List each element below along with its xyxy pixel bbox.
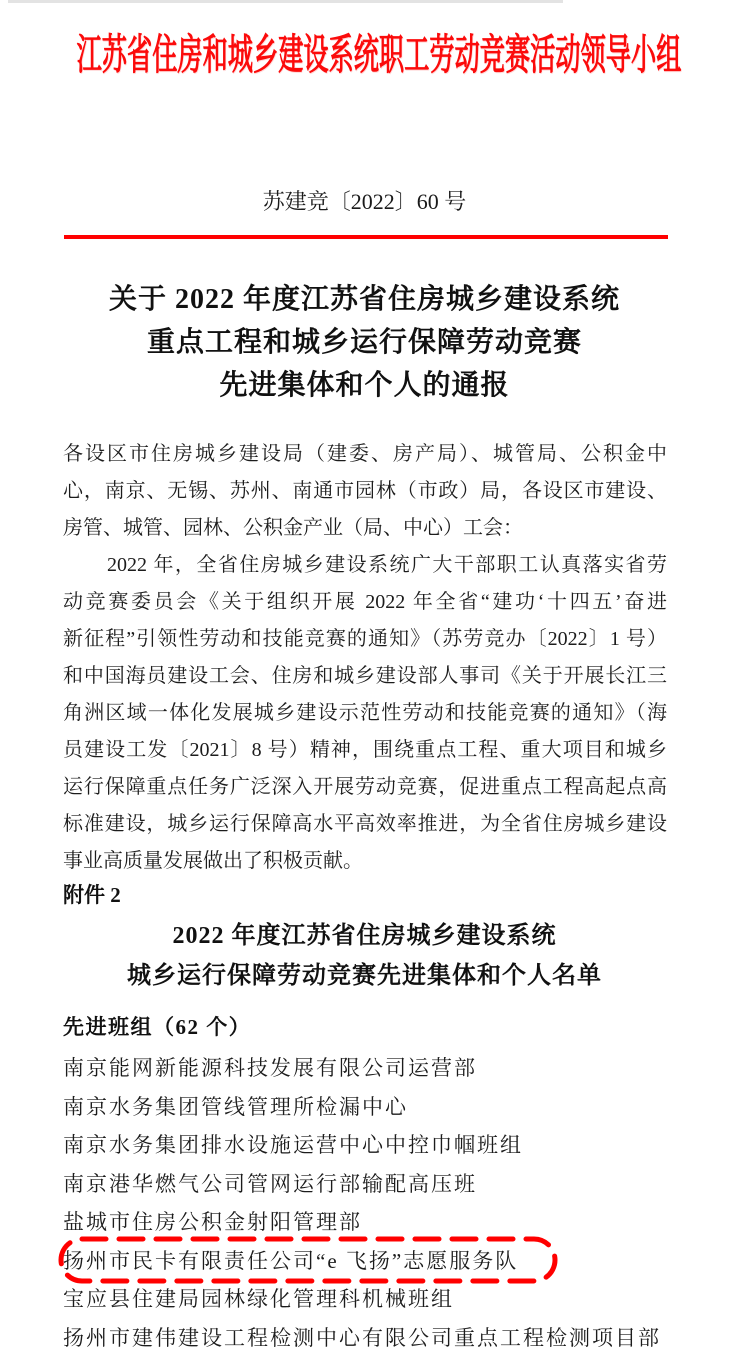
awardee-item-highlighted bbox=[63, 1242, 667, 1281]
awardee-item: 扬州市建伟建设工程检测中心有限公司重点工程检测项目部 bbox=[63, 1325, 661, 1350]
addressee-line: 房管、城管、园林、公积金产业（局、中心）工会： bbox=[63, 517, 523, 539]
attachment-title bbox=[0, 916, 729, 996]
document-body bbox=[63, 436, 667, 880]
body-line: 动竞赛委员会《关于组织开展 2022 年全省“建功‘十四五’奋进 bbox=[63, 591, 667, 613]
org-header-title: 江苏省住房和城乡建设系统职工劳动竞赛活动领导小组 bbox=[76, 33, 682, 79]
addressee-line: 各设区市住房城乡建设局（建委、房产局）、城管局、公积金中 bbox=[63, 443, 667, 465]
awardee-item: 宝应县住建局园林绿化管理科机械班组 bbox=[63, 1287, 454, 1311]
body-line: 运行保障重点任务广泛深入开展劳动竞赛，促进重点工程高起点高 bbox=[63, 776, 667, 798]
body-line: 标准建设，城乡运行保障高水平高效率推进，为全省住房城乡建设 bbox=[63, 813, 667, 835]
doc-title-line-2: 重点工程和城乡运行保障劳动竞赛 bbox=[146, 327, 582, 358]
body-line: 新征程”引领性劳动和技能竞赛的通知》（苏劳竞办〔2022〕1 号） bbox=[63, 628, 667, 650]
attachment-label: 附件 2 bbox=[63, 883, 121, 907]
body-line: 和中国海员建设工会、住房和城乡建设部人事司《关于开展长江三 bbox=[63, 665, 667, 687]
awardee-item: 南京水务集团排水设施运营中心中控巾帼班组 bbox=[63, 1133, 523, 1157]
body-line: 2022 年，全省住房城乡建设系统广大干部职工认真落实省劳 bbox=[107, 554, 667, 576]
addressee-line: 心，南京、无锡、苏州、南通市园林（市政）局，各设区市建设、 bbox=[63, 480, 667, 502]
awardee-item: 盐城市住房公积金射阳管理部 bbox=[63, 1210, 362, 1234]
awardee-list bbox=[63, 1049, 667, 1357]
group-heading: 先进班组（62 个） bbox=[63, 1015, 252, 1039]
doc-number: 苏建竞〔2022〕60 号 bbox=[262, 189, 467, 214]
attachment-title-line-1: 2022 年度江苏省住房城乡建设系统 bbox=[172, 923, 557, 949]
scan-edge-artifact bbox=[8, 0, 563, 3]
doc-title-line-3: 先进集体和个人的通报 bbox=[219, 370, 510, 401]
red-divider-line bbox=[64, 235, 668, 239]
awardee-item: 南京港华燃气公司管网运行部输配高压班 bbox=[63, 1171, 477, 1196]
awardee-item-label: 扬州市民卡有限责任公司“e 飞扬”志愿服务队 bbox=[63, 1248, 519, 1273]
awardee-item: 南京能网新能源科技发展有限公司运营部 bbox=[63, 1056, 477, 1080]
awardee-item: 南京水务集团管线管理所检漏中心 bbox=[63, 1094, 408, 1119]
body-line: 事业高质量发展做出了积极贡献。 bbox=[63, 850, 363, 872]
body-line: 员建设工发〔2021〕8 号）精神，围绕重点工程、重大项目和城乡 bbox=[63, 739, 667, 761]
attachment-title-line-2: 城乡运行保障劳动竞赛先进集体和个人名单 bbox=[127, 963, 602, 989]
doc-title-line-1: 关于 2022 年度江苏省住房城乡建设系统 bbox=[108, 284, 620, 315]
doc-title bbox=[0, 278, 729, 407]
body-line: 角洲区域一体化发展城乡建设示范性劳动和技能竞赛的通知》（海 bbox=[63, 702, 667, 724]
